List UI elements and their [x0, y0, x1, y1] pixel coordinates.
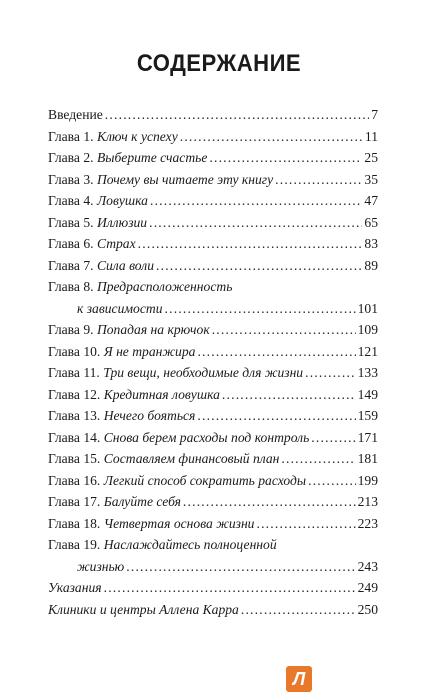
- dot-leader: [305, 362, 356, 384]
- chapter-title: Страх: [96, 236, 136, 251]
- toc-entry-label: [48, 212, 147, 234]
- toc-entry-label: [48, 513, 254, 535]
- toc-entry-label: [48, 255, 154, 277]
- page-number: 133: [357, 365, 378, 380]
- page-number: 243: [357, 558, 378, 574]
- dot-leader: [165, 298, 356, 320]
- chapter-title: Составляем финансовый план: [103, 451, 280, 466]
- toc-entry-label: [48, 384, 220, 406]
- dot-leader: [281, 448, 355, 470]
- toc-entry-label: [48, 276, 232, 298]
- toc-entry-label: [48, 126, 178, 148]
- toc-entry: [48, 405, 378, 427]
- chapter-number: Глава 2.: [48, 150, 94, 165]
- toc-entry-label: [48, 319, 210, 341]
- chapter-title: Нечего бояться: [103, 408, 196, 423]
- chapter-number: Глава 13.: [48, 408, 101, 423]
- page-number: 35: [364, 171, 378, 187]
- toc-entry-label: [48, 147, 207, 169]
- page-number: 149: [357, 386, 378, 402]
- chapter-number: Глава 17.: [48, 494, 101, 509]
- chapter-number: Глава 10.: [48, 343, 101, 359]
- toc-entry-label: [77, 298, 163, 320]
- chapter-title: Кредитная ловушка: [103, 386, 220, 402]
- chapter-title: Четвертая основа жизни: [103, 515, 255, 531]
- toc-entry-label: [77, 556, 124, 578]
- toc-entry: [48, 276, 378, 319]
- toc-entry-label: [48, 491, 181, 513]
- toc-entry: [48, 169, 378, 191]
- dot-leader: [256, 513, 355, 535]
- dot-leader: [180, 126, 363, 148]
- page-number: 11: [364, 128, 378, 144]
- chapter-number: Глава 6.: [48, 236, 94, 251]
- toc-entry: [48, 427, 378, 449]
- chapter-number: Глава 19.: [48, 537, 101, 552]
- page-number: 47: [364, 193, 378, 208]
- page-number: 181: [357, 451, 378, 466]
- dot-leader: [222, 384, 356, 406]
- dot-leader: [138, 233, 363, 255]
- chapter-title: Ловушка: [96, 193, 148, 208]
- chapter-number: Введение: [48, 107, 103, 122]
- toc-entry-label: [48, 341, 195, 363]
- dot-leader: [183, 491, 356, 513]
- toc-entry-label: [48, 448, 279, 470]
- toc-entry: [48, 448, 378, 470]
- toc-entry: [48, 190, 378, 212]
- publisher-logo-letter: Л: [292, 669, 306, 689]
- page-number: 109: [357, 322, 378, 337]
- dot-leader: [156, 255, 362, 277]
- chapter-number: Глава 1.: [48, 128, 94, 144]
- toc-entry: [48, 513, 378, 535]
- toc-entry-label: [48, 104, 103, 126]
- toc-entry: [48, 126, 378, 148]
- page-number: 65: [364, 214, 378, 230]
- chapter-number: Глава 14.: [48, 429, 101, 445]
- chapter-title: Я не транжира: [103, 343, 196, 359]
- chapter-title: Легкий способ сократить расходы: [103, 472, 307, 488]
- chapter-number: Глава 7.: [48, 257, 94, 273]
- chapter-number: Глава 8.: [48, 279, 94, 294]
- chapter-number: Глава 12.: [48, 386, 101, 402]
- toc-entry: [48, 384, 378, 406]
- page-number: 249: [357, 580, 378, 595]
- toc-entry: [48, 233, 378, 255]
- toc-entry: [48, 534, 378, 577]
- chapter-title: Почему вы читаете эту книгу: [96, 171, 274, 187]
- page-number: 121: [357, 343, 378, 359]
- chapter-number: Глава 9.: [48, 322, 94, 337]
- dot-leader: [150, 190, 362, 212]
- chapter-title: Попадая на крючок: [96, 322, 210, 337]
- toc-entry: [48, 491, 378, 513]
- toc-entry: [48, 319, 378, 341]
- page-number: 101: [357, 300, 378, 316]
- chapter-number: Глава 4.: [48, 193, 94, 208]
- toc-entry: [48, 470, 378, 492]
- table-of-contents: [48, 104, 378, 620]
- toc-entry-label: [48, 599, 239, 621]
- dot-leader: [197, 405, 355, 427]
- toc-entry-label: [48, 577, 102, 599]
- page-number: 25: [364, 150, 378, 165]
- toc-entry-label: [48, 534, 277, 556]
- dot-leader: [241, 599, 356, 621]
- chapter-title: Ключ к успеху: [96, 128, 178, 144]
- chapter-number: Глава 18.: [48, 515, 101, 531]
- page-number: 159: [357, 408, 378, 423]
- chapter-title: Балуйте себя: [103, 494, 181, 509]
- toc-entry-label: [48, 190, 148, 212]
- page-number: 213: [357, 494, 378, 509]
- chapter-title: Наслаждайтесь полноценной: [103, 537, 277, 552]
- toc-entry-label: [48, 470, 306, 492]
- chapter-number: Глава 11.: [48, 365, 100, 380]
- toc-entry: [48, 341, 378, 363]
- publisher-logo: [286, 666, 312, 692]
- toc-entry-label: [48, 427, 309, 449]
- page-number: 7: [371, 107, 378, 122]
- chapter-title: жизнью: [77, 558, 125, 574]
- toc-entry: [48, 255, 378, 277]
- page-number: 199: [357, 472, 378, 488]
- chapter-number: Глава 5.: [48, 214, 94, 230]
- dot-leader: [149, 212, 362, 234]
- dot-leader: [104, 577, 356, 599]
- page-number: 250: [357, 601, 378, 617]
- chapter-title: Три вещи, необходимые для жизни: [103, 365, 304, 380]
- toc-entry-label: [48, 405, 195, 427]
- page-title: СОДЕРЖАНИЕ: [136, 50, 302, 77]
- dot-leader: [105, 104, 369, 126]
- chapter-title: Сила воли: [96, 257, 154, 273]
- toc-entry-label: [48, 233, 136, 255]
- toc-entry: [48, 147, 378, 169]
- page-number: 83: [364, 236, 378, 251]
- toc-entry-label: [48, 362, 303, 384]
- dot-leader: [275, 169, 362, 191]
- page-number: 89: [364, 257, 378, 273]
- dot-leader: [308, 470, 356, 492]
- toc-entry: [48, 362, 378, 384]
- chapter-title: Указания: [48, 580, 102, 595]
- chapter-title: Клиники и центры Аллена Карра: [48, 601, 239, 617]
- chapter-number: Глава 16.: [48, 472, 101, 488]
- dot-leader: [311, 427, 355, 449]
- chapter-title: Выберите счастье: [96, 150, 208, 165]
- page-number: 171: [357, 429, 378, 445]
- toc-entry: [48, 212, 378, 234]
- dot-leader: [209, 147, 362, 169]
- dot-leader: [212, 319, 356, 341]
- chapter-title: к зависимости: [77, 300, 163, 316]
- chapter-number: Глава 15.: [48, 451, 101, 466]
- chapter-title: Иллюзии: [96, 214, 148, 230]
- toc-entry: [48, 577, 378, 599]
- chapter-number: Глава 3.: [48, 171, 94, 187]
- chapter-title: Предрасположенность: [96, 279, 233, 294]
- toc-entry-label: [48, 169, 273, 191]
- dot-leader: [126, 556, 355, 578]
- toc-entry: [48, 599, 378, 621]
- toc-entry: [48, 104, 378, 126]
- page-number: 223: [357, 515, 378, 531]
- chapter-title: Снова берем расходы под контроль: [103, 429, 310, 445]
- dot-leader: [197, 341, 355, 363]
